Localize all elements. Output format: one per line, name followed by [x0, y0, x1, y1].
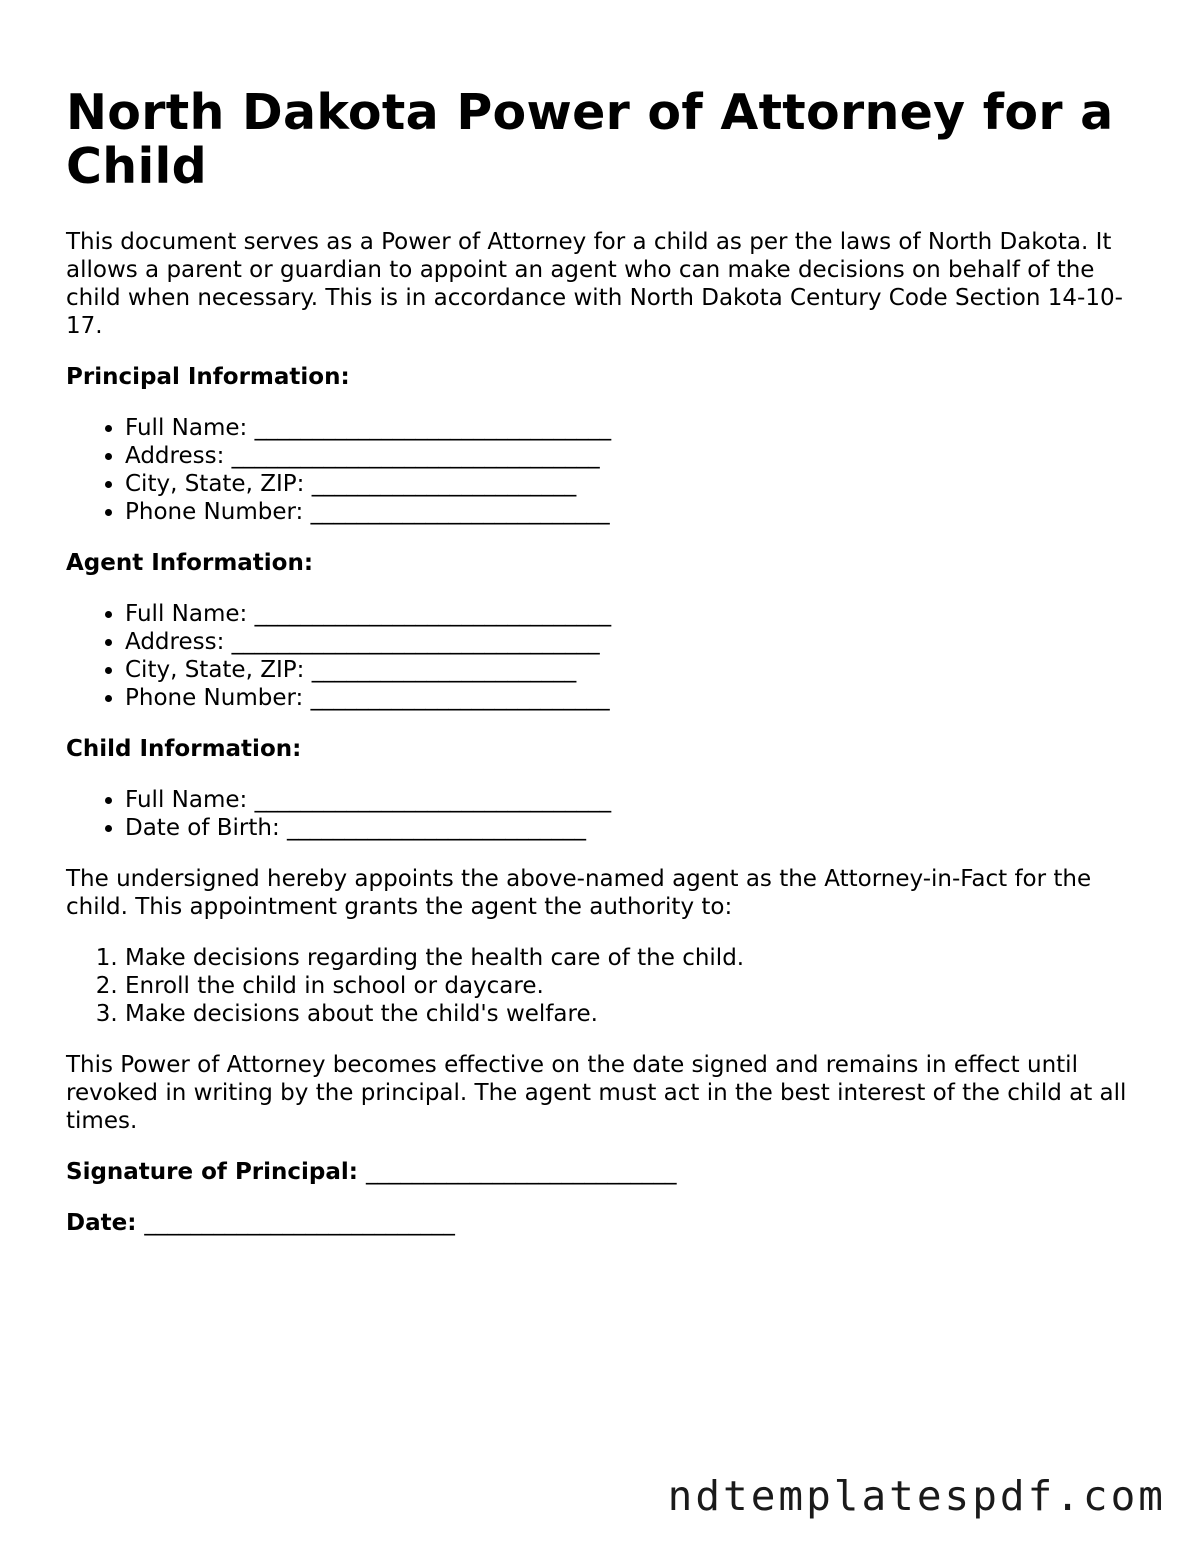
power-item: 3. Make decisions about the child's welfare. — [125, 1000, 1146, 1028]
blank-line[interactable]: ________________________________ — [231, 629, 600, 655]
principal-heading: Principal Information: — [66, 364, 350, 390]
date-label: Date: — [66, 1210, 137, 1236]
signature-blank-line[interactable]: ___________________________ — [366, 1159, 677, 1185]
appointment-paragraph: The undersigned hereby appoints the above-named agent as the Attorney-in-Fact for the child. This appointment grants the agent the authority to: — [66, 866, 1092, 920]
principal-address-field[interactable]: • Address: ________________________________ — [125, 442, 1146, 470]
principal-full-name-field[interactable]: • Full Name: _______________________________ — [125, 414, 1146, 442]
effective-paragraph: This Power of Attorney becomes effective on the date signed and remains in effect until revoked in writing by the principal. The agent must act in the best interest of the child at all times. — [66, 1052, 1127, 1134]
blank-line[interactable]: _______________________________ — [254, 601, 612, 627]
child-date-of-birth-field[interactable]: • Date of Birth: __________________________ — [125, 814, 1146, 842]
principal-fields — [66, 414, 1146, 526]
power-item: 2. Enroll the child in school or daycare. — [125, 972, 1146, 1000]
blank-line[interactable]: _______________________ — [311, 657, 577, 683]
document-page — [66, 86, 1146, 1260]
blank-line[interactable]: ________________________________ — [231, 443, 600, 469]
blank-line[interactable]: _______________________ — [311, 471, 577, 497]
date-field[interactable] — [66, 1209, 1146, 1237]
child-heading: Child Information: — [66, 736, 302, 762]
agent-phone-field[interactable]: • Phone Number: __________________________ — [125, 684, 1146, 712]
blank-line[interactable]: __________________________ — [310, 499, 610, 525]
agent-full-name-field[interactable]: • Full Name: _______________________________ — [125, 600, 1146, 628]
child-full-name-field[interactable]: • Full Name: _______________________________ — [125, 786, 1146, 814]
document-title: North Dakota Power of Attorney for a Child — [66, 84, 1114, 195]
principal-phone-field[interactable]: • Phone Number: __________________________ — [125, 498, 1146, 526]
power-item: 1. Make decisions regarding the health care of the child. — [125, 944, 1146, 972]
agent-heading: Agent Information: — [66, 550, 314, 576]
watermark: ndtemplatespdf.com — [667, 1472, 1166, 1520]
intro-paragraph: This document serves as a Power of Attorney for a child as per the laws of North Dakota. It allows a parent or guardian to appoint an agent who can make decisions on behalf of the child when necessary. This is in accordance with North Dakota Century Code Section 14-10-17. — [66, 229, 1123, 339]
powers-list — [66, 944, 1146, 1028]
date-blank-line[interactable]: ___________________________ — [144, 1210, 455, 1236]
blank-line[interactable]: __________________________ — [287, 815, 587, 841]
principal-city-state-zip-field[interactable]: • City, State, ZIP: _______________________ — [125, 470, 1146, 498]
agent-address-field[interactable]: • Address: ________________________________ — [125, 628, 1146, 656]
blank-line[interactable]: _______________________________ — [254, 787, 612, 813]
agent-city-state-zip-field[interactable]: • City, State, ZIP: _______________________ — [125, 656, 1146, 684]
child-fields — [66, 786, 1146, 842]
agent-fields — [66, 600, 1146, 712]
signature-field[interactable] — [66, 1158, 1146, 1186]
blank-line[interactable]: __________________________ — [310, 685, 610, 711]
blank-line[interactable]: _______________________________ — [254, 415, 612, 441]
signature-label: Signature of Principal: — [66, 1159, 358, 1185]
